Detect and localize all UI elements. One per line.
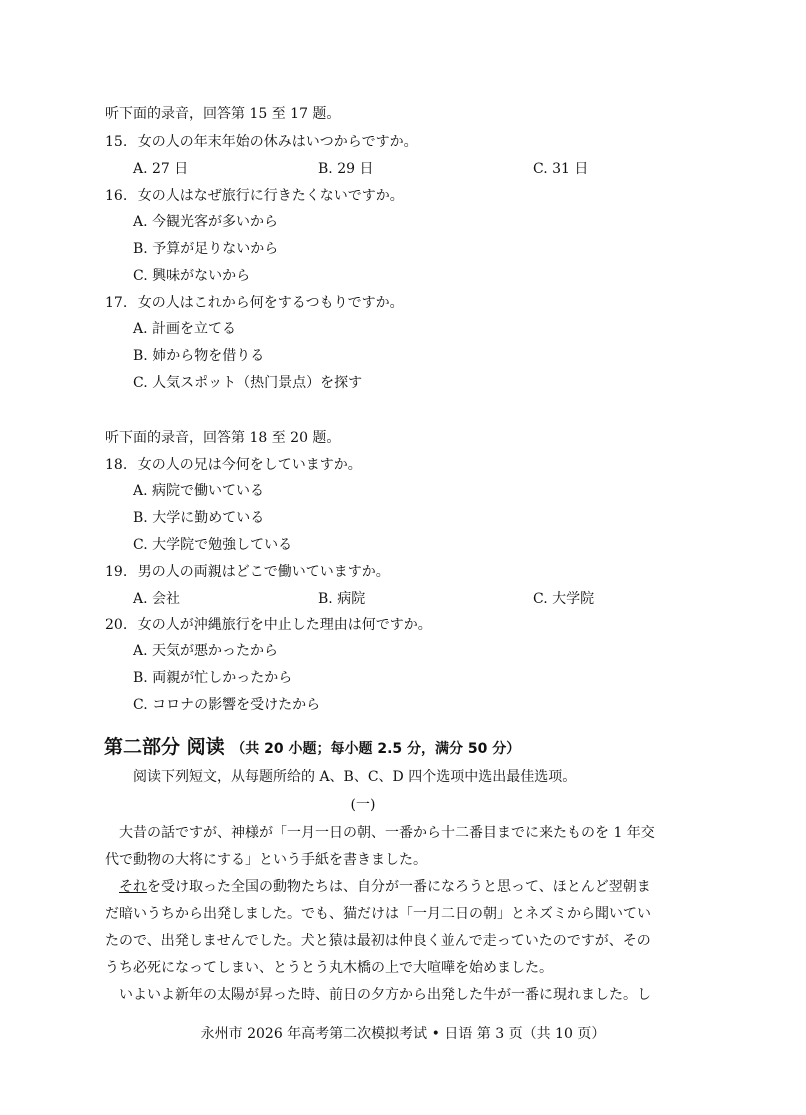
question-number: 19.: [105, 564, 128, 580]
option-c: C. 大学院: [533, 591, 595, 607]
option-c: C. 31 日: [533, 161, 589, 177]
option-b: B. 病院: [318, 591, 366, 607]
underlined-word: それ: [119, 879, 147, 895]
option-b: B. 29 日: [318, 161, 374, 177]
passage-line: うち必死になってしまい、とうとう丸木橋の上で大喧嘩を始めました。: [105, 960, 553, 976]
question-16: [105, 186, 404, 206]
question-number: 15.: [105, 134, 128, 150]
option-a: A. 今観光客が多いから: [133, 214, 279, 230]
option-b: B. 両親が忙しかったから: [133, 670, 293, 686]
passage-line: いよいよ新年の太陽が昇った時、前日の夕方から出発した牛が一番に現れました。し: [119, 987, 651, 1003]
option-c: C. 興味がないから: [133, 268, 251, 284]
option-a: A. 27 日: [133, 161, 189, 177]
question-number: 16.: [105, 188, 128, 204]
section-heading: [104, 732, 520, 759]
passage-line: [119, 877, 651, 897]
question-15: [105, 132, 418, 152]
question-number: 20.: [105, 617, 128, 633]
option-c: C. 人気スポット（热门景点）を探す: [133, 375, 363, 391]
listening-intro-1: 听下面的录音，回答第 15 至 17 题。: [105, 106, 341, 122]
passage-label: (一): [350, 797, 376, 813]
question-text: 女の人はこれから何をするつもりですか。: [137, 295, 404, 311]
question-20: [105, 615, 432, 635]
option-a: A. 計画を立てる: [133, 321, 237, 337]
question-19: [105, 562, 390, 582]
passage-line: 大昔の話ですが、神様が「一月一日の朝、一番から十二番目までに来たものを 1 年交: [119, 825, 655, 841]
listening-intro-2: 听下面的录音，回答第 18 至 20 题。: [105, 430, 341, 446]
option-a: A. 会社: [133, 591, 181, 607]
option-c: C. コロナの影響を受けたから: [133, 697, 321, 713]
question-text: 女の人はなぜ旅行に行きたくないですか。: [137, 188, 404, 204]
option-a: A. 病院で働いている: [133, 483, 265, 499]
reading-instruction: 阅读下列短文，从每题所给的 A、B、C、D 四个选项中选出最佳选项。: [133, 769, 577, 785]
page-footer: 永州市 2026 年高考第二次模拟考试 • 日语 第 3 页（共 10 页）: [200, 1026, 606, 1042]
passage-line: たので、出発しませんでした。犬と猿は最初は仲良く並んで走っていたのですが、その: [105, 933, 651, 949]
question-number: 18.: [105, 457, 128, 473]
passage-line-rest: を受け取った全国の動物たちは、自分が一番になろうと思って、ほとんど翌朝ま: [147, 879, 651, 895]
option-b: B. 予算が足りないから: [133, 241, 279, 257]
option-a: A. 天気が悪かったから: [133, 643, 279, 659]
option-b: B. 大学に勤めている: [133, 510, 265, 526]
section-title: 第二部分 阅读: [104, 736, 225, 758]
option-c: C. 大学院で勉強している: [133, 537, 293, 553]
question-18: [105, 455, 362, 475]
option-b: B. 姉から物を借りる: [133, 348, 265, 364]
section-note: （共 20 小题；每小题 2.5 分，满分 50 分）: [231, 741, 521, 757]
question-text: 女の人の兄は今何をしていますか。: [137, 457, 362, 473]
question-text: 女の人の年末年始の休みはいつからですか。: [137, 134, 418, 150]
passage-line: 代で動物の大将にする」という手紙を書きました。: [105, 852, 427, 868]
passage-line: だ暗いうちから出発しました。でも、猫だけは「一月二日の朝」とネズミから聞いてい: [105, 906, 651, 922]
question-text: 女の人が沖縄旅行を中止した理由は何ですか。: [137, 617, 432, 633]
question-text: 男の人の両親はどこで働いていますか。: [137, 564, 390, 580]
question-number: 17.: [105, 295, 128, 311]
question-17: [105, 293, 404, 313]
